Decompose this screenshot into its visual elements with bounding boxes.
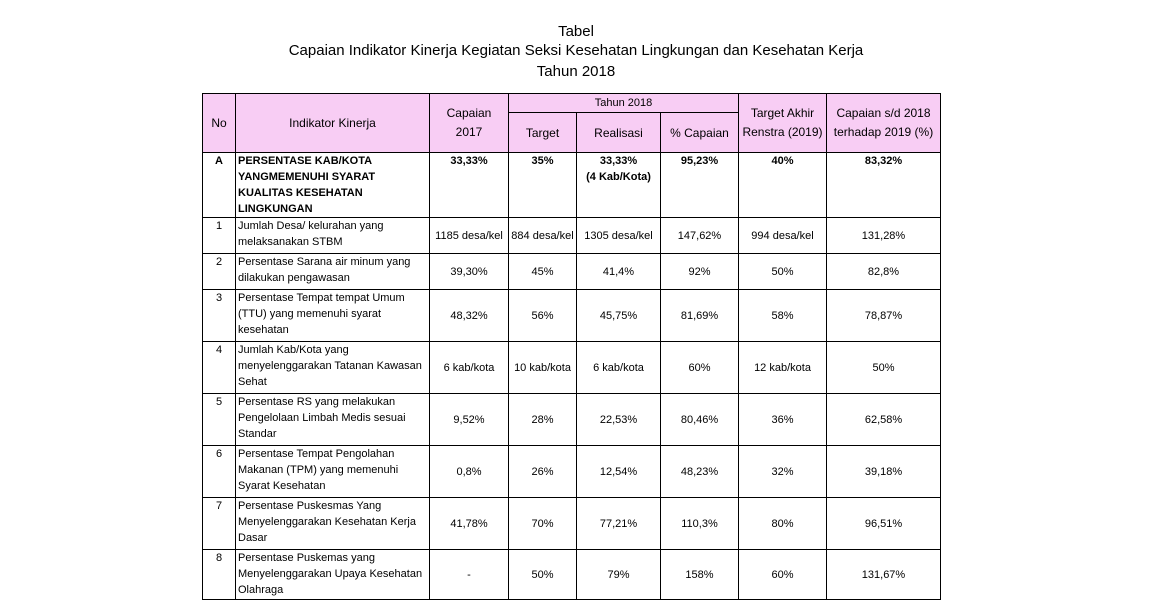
cell-target-renstra: 80% xyxy=(739,498,827,550)
header-target-akhir-renstra: Target Akhir Renstra (2019) xyxy=(739,94,827,153)
cell-target-renstra: 40% xyxy=(739,153,827,218)
cell-no: A xyxy=(203,153,236,218)
cell-no: 6 xyxy=(203,446,236,498)
cell-capaian-sd: 82,8% xyxy=(827,254,941,290)
cell-target-renstra: 994 desa/kel xyxy=(739,218,827,254)
cell-target-renstra: 12 kab/kota xyxy=(739,342,827,394)
cell-target: 26% xyxy=(509,446,577,498)
table-row xyxy=(203,153,941,218)
cell-pct-capaian: 158% xyxy=(661,550,739,600)
cell-target: 10 kab/kota xyxy=(509,342,577,394)
cell-indikator: Persentase Sarana air minum yang dilakukan pengawasan xyxy=(236,254,430,290)
cell-capaian-sd: 39,18% xyxy=(827,446,941,498)
cell-capaian-sd: 50% xyxy=(827,342,941,394)
table-row xyxy=(203,446,941,498)
cell-pct-capaian: 48,23% xyxy=(661,446,739,498)
table-row xyxy=(203,550,941,600)
cell-pct-capaian: 80,46% xyxy=(661,394,739,446)
cell-no: 7 xyxy=(203,498,236,550)
cell-capaian-2017: 1185 desa/kel xyxy=(430,218,509,254)
cell-realisasi xyxy=(577,153,661,218)
cell-pct-capaian: 147,62% xyxy=(661,218,739,254)
header-no: No xyxy=(203,94,236,153)
header-tahun-2018: Tahun 2018 xyxy=(509,94,739,113)
cell-realisasi: 22,53% xyxy=(577,394,661,446)
realisasi-value: 33,33% xyxy=(599,155,638,167)
header-realisasi: Realisasi xyxy=(577,113,661,153)
cell-capaian-2017: 0,8% xyxy=(430,446,509,498)
header-indikator: Indikator Kinerja xyxy=(236,94,430,153)
cell-capaian-2017: 39,30% xyxy=(430,254,509,290)
cell-indikator: Persentase RS yang melakukan Pengelolaan Limbah Medis sesuai Standar xyxy=(236,394,430,446)
cell-realisasi: 79% xyxy=(577,550,661,600)
cell-target: 50% xyxy=(509,550,577,600)
cell-capaian-sd: 83,32% xyxy=(827,153,941,218)
header-capaian-sd: Capaian s/d 2018 terhadap 2019 (%) xyxy=(827,94,941,153)
cell-target: 45% xyxy=(509,254,577,290)
cell-target-renstra: 50% xyxy=(739,254,827,290)
cell-capaian-2017: 41,78% xyxy=(430,498,509,550)
cell-target: 70% xyxy=(509,498,577,550)
cell-realisasi: 12,54% xyxy=(577,446,661,498)
cell-capaian-2017: 33,33% xyxy=(430,153,509,218)
cell-target: 56% xyxy=(509,290,577,342)
cell-indikator: Jumlah Kab/Kota yang menyelenggarakan Tatanan Kawasan Sehat xyxy=(236,342,430,394)
cell-capaian-2017: 6 kab/kota xyxy=(430,342,509,394)
cell-target-renstra: 60% xyxy=(739,550,827,600)
cell-realisasi: 6 kab/kota xyxy=(577,342,661,394)
cell-capaian-2017: - xyxy=(430,550,509,600)
table-row xyxy=(203,218,941,254)
indicator-table xyxy=(202,93,941,600)
table-row xyxy=(203,342,941,394)
cell-indikator: Persentase Puskesmas Yang Menyelenggarakan Kesehatan Kerja Dasar xyxy=(236,498,430,550)
table-title: Capaian Indikator Kinerja Kegiatan Seksi Kesehatan Lingkungan dan Kesehatan Kerja xyxy=(288,42,864,59)
realisasi-note: (4 Kab/Kota) xyxy=(586,171,651,183)
cell-no: 4 xyxy=(203,342,236,394)
cell-target-renstra: 32% xyxy=(739,446,827,498)
cell-realisasi: 41,4% xyxy=(577,254,661,290)
cell-target: 28% xyxy=(509,394,577,446)
cell-capaian-sd: 131,28% xyxy=(827,218,941,254)
cell-realisasi: 1305 desa/kel xyxy=(577,218,661,254)
cell-target-renstra: 58% xyxy=(739,290,827,342)
cell-realisasi: 45,75% xyxy=(577,290,661,342)
table-caption: Tabel xyxy=(558,23,594,40)
cell-target: 35% xyxy=(509,153,577,218)
cell-pct-capaian: 60% xyxy=(661,342,739,394)
cell-capaian-sd: 96,51% xyxy=(827,498,941,550)
cell-capaian-2017: 9,52% xyxy=(430,394,509,446)
cell-target: 884 desa/kel xyxy=(509,218,577,254)
table-row xyxy=(203,290,941,342)
cell-pct-capaian: 81,69% xyxy=(661,290,739,342)
table-row xyxy=(203,254,941,290)
cell-indikator: Persentase Tempat tempat Umum (TTU) yang memenuhi syarat kesehatan xyxy=(236,290,430,342)
cell-capaian-2017: 48,32% xyxy=(430,290,509,342)
cell-indikator: PERSENTASE KAB/KOTA YANGMEMENUHI SYARAT KUALITAS KESEHATAN LINGKUNGAN xyxy=(236,153,430,218)
header-pct-capaian: % Capaian xyxy=(661,113,739,153)
table-row xyxy=(203,498,941,550)
cell-no: 5 xyxy=(203,394,236,446)
cell-pct-capaian: 110,3% xyxy=(661,498,739,550)
cell-no: 2 xyxy=(203,254,236,290)
header-target: Target xyxy=(509,113,577,153)
table-year: Tahun 2018 xyxy=(536,63,616,80)
cell-no: 8 xyxy=(203,550,236,600)
cell-no: 1 xyxy=(203,218,236,254)
cell-no: 3 xyxy=(203,290,236,342)
cell-target-renstra: 36% xyxy=(739,394,827,446)
cell-capaian-sd: 78,87% xyxy=(827,290,941,342)
cell-indikator: Persentase Tempat Pengolahan Makanan (TPM) yang memenuhi Syarat Kesehatan xyxy=(236,446,430,498)
cell-capaian-sd: 131,67% xyxy=(827,550,941,600)
table-body xyxy=(203,153,941,600)
cell-indikator: Jumlah Desa/ kelurahan yang melaksanakan STBM xyxy=(236,218,430,254)
cell-pct-capaian: 92% xyxy=(661,254,739,290)
cell-indikator: Persentase Puskemas yang Menyelenggarakan Upaya Kesehatan Olahraga xyxy=(236,550,430,600)
cell-pct-capaian: 95,23% xyxy=(661,153,739,218)
cell-capaian-sd: 62,58% xyxy=(827,394,941,446)
header-capaian-2017: Capaian 2017 xyxy=(430,94,509,153)
cell-realisasi: 77,21% xyxy=(577,498,661,550)
table-row xyxy=(203,394,941,446)
